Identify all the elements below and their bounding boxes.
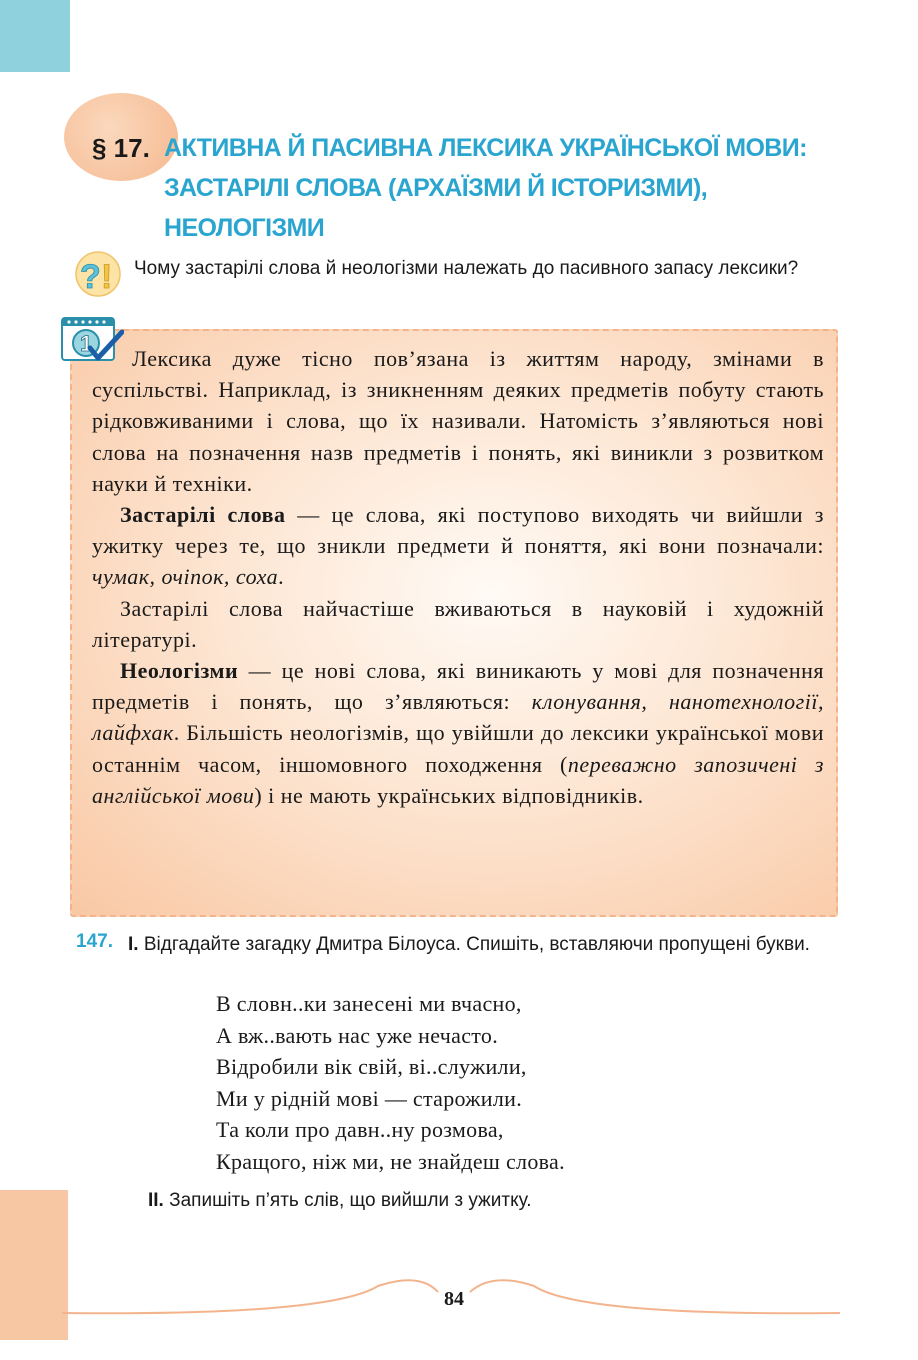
- examples-archaic: чумак, очіпок, соха: [92, 564, 279, 590]
- page-title: [164, 128, 884, 248]
- title-line-1: АКТИВНА Й ПАСИВНА ЛЕКСИКА УКРАЇНСЬКОЇ МОВИ:: [164, 134, 807, 162]
- term-neologisms: Неологізми: [120, 658, 239, 684]
- page-number: 84: [444, 1288, 464, 1310]
- paragraph-number: § 17.: [92, 133, 150, 163]
- poem-line: Та коли про давн..ну розмова,: [216, 1117, 504, 1142]
- exercise-task-2: ІІ. Запишіть п’ять слів, що вийшли з ужитку.: [148, 1190, 532, 1211]
- svg-text:?: ?: [80, 258, 101, 296]
- calendar-number: 1: [80, 331, 93, 356]
- origin-note: переважно запозичені з англійської мови: [92, 751, 824, 808]
- examples-neologisms: клонування, нанотехнології, лайфхак: [92, 689, 824, 746]
- rule-paragraph-1: Лексика дуже тісно пов’язана із життям народу, змінами в суспільстві. Наприклад, із зникненням деяких предметів побуту стають рідковживаними і слова, що їх називали. Натомість з’являються нові слова на позначення назв предметів і понять, які виникли з розвитком науки й техніки.: [92, 346, 824, 496]
- rule-paragraph-2: Застарілі слова — це слова, які поступово виходять чи вийшли з ужитку через те, що зникли предмети й поняття, які вони позначали: чумак, очіпок, соха.: [92, 502, 824, 590]
- rule-paragraph-3: Застарілі слова найчастіше вживаються в науковій і художній літературі.: [92, 595, 824, 652]
- title-line-3: НЕОЛОГІЗМИ: [164, 214, 325, 242]
- poem-line: Ми у рідній мові — старожили.: [216, 1085, 523, 1111]
- poem-line: Кращого, ніж ми, не знайдеш слова.: [216, 1148, 565, 1174]
- exercise-task-1: І. Відгадайте загадку Дмитра Білоуса. Спишіть, вставляючи пропущені букви.: [128, 934, 810, 955]
- term-archaic: Застарілі слова: [120, 502, 286, 528]
- exercise-number: 147.: [76, 931, 113, 952]
- rule-text: [92, 343, 824, 811]
- svg-text:!: !: [101, 258, 113, 296]
- question-text: Чому застарілі слова й неологізми належать до пасивного запасу лексики?: [134, 258, 799, 279]
- poem-line: В словн..ки занесені ми вчасно,: [216, 991, 522, 1016]
- title-line-2: ЗАСТАРІЛІ СЛОВА (АРХАЇЗМИ Й ІСТОРИЗМИ),: [164, 174, 708, 202]
- poem: [216, 988, 776, 1177]
- question-exclamation-icon: [74, 250, 122, 298]
- rule-paragraph-4: Неологізми — це нові слова, які виникають у мові для позначення предметів і понять, що з’являються: клонування, нанотехнології, лайфхак. Більшість неологізмів, що увійшли до лексики української мови останнім часом, іншомовного походження (переважно запозичені з англійської мови) і не мають українських відповідників.: [92, 658, 824, 808]
- poem-line: Відробили вік свій, ві..служили,: [216, 1054, 527, 1079]
- poem-line: А вж..вають нас уже нечасто.: [216, 1022, 498, 1048]
- corner-tab: [0, 0, 70, 72]
